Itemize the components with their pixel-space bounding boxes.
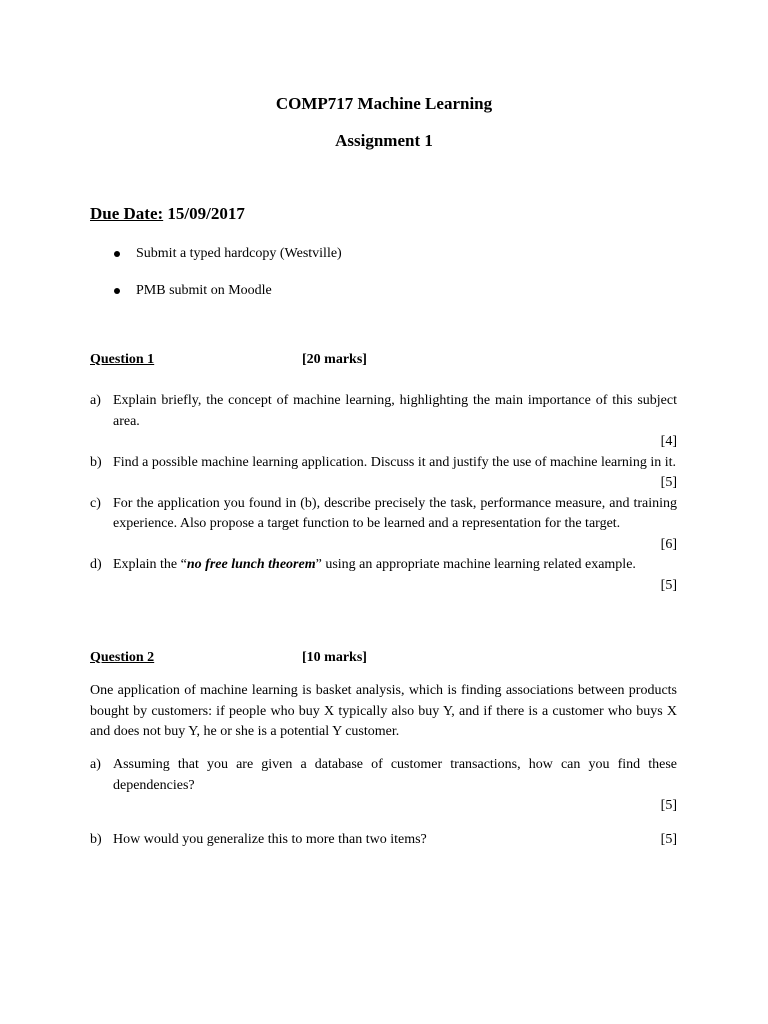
due-date — [90, 204, 245, 224]
part-letter: a) — [90, 393, 101, 408]
bullet-icon — [114, 288, 120, 294]
part-text — [113, 557, 636, 572]
part-letter: c) — [90, 495, 101, 511]
question-2-marks: [10 marks] — [302, 650, 367, 665]
part-text: Assuming that you are given a database of customer transactions, how can you find these dependencies? — [113, 757, 677, 793]
submission-text: Submit a typed hardcopy (Westville) — [136, 246, 342, 261]
theorem-emphasis: no free lunch theorem — [186, 557, 316, 572]
part-letter: d) — [90, 557, 102, 572]
submission-item — [112, 244, 342, 264]
question-2-parts — [90, 755, 677, 863]
part-letter: b) — [90, 831, 102, 847]
question-part — [90, 391, 677, 453]
due-date-value: 15/09/2017 — [167, 204, 245, 223]
part-mark: [6] — [660, 536, 677, 552]
question-1-label: Question 1 — [90, 352, 155, 367]
question-part — [90, 453, 677, 494]
part-text: How would you generalize this to more than two items? — [113, 831, 427, 847]
due-date-label: Due Date: — [90, 204, 164, 223]
bullet-icon — [114, 251, 120, 257]
part-mark: [5] — [660, 475, 677, 490]
assignment-title: Assignment 1 — [335, 131, 433, 150]
part-text: Find a possible machine learning application. Discuss it and justify the use of machine learning in it. — [113, 454, 676, 470]
part-mark: [4] — [660, 434, 677, 449]
question-1-parts — [90, 391, 677, 596]
question-part — [90, 830, 677, 851]
question-1-header — [90, 352, 690, 372]
part-letter: b) — [90, 454, 102, 470]
part-text: For the application you found in (b), describe precisely the task, performance measure, and training experience. Also propose a target function to be learned and a representation for the target. — [113, 495, 677, 531]
part-text: Explain briefly, the concept of machine learning, highlighting the main importance of this subject area. — [113, 393, 677, 429]
question-2-label: Question 2 — [90, 650, 155, 665]
question-1-marks: [20 marks] — [302, 352, 367, 367]
part-mark: [5] — [660, 577, 677, 593]
question-part — [90, 494, 677, 556]
question-part — [90, 755, 677, 817]
course-title: COMP717 Machine Learning — [275, 94, 493, 113]
question-2-intro: One application of machine learning is basket analysis, which is finding associations between products bought by customers: if people who buy X typically also buy Y, and if there is a customer who buys X and does not buy Y, he or she is a potential Y customer. — [90, 683, 677, 739]
part-mark: [5] — [660, 831, 677, 847]
part-mark: [5] — [660, 798, 677, 813]
submission-list — [112, 244, 342, 318]
part-text-before: Explain the “ — [113, 557, 187, 572]
part-letter: a) — [90, 757, 101, 772]
part-text-after: ” using an appropriate machine learning related example. — [315, 557, 636, 572]
question-2-header — [90, 650, 690, 670]
submission-item — [112, 281, 342, 301]
submission-text: PMB submit on Moodle — [136, 283, 272, 298]
question-part — [90, 555, 677, 596]
